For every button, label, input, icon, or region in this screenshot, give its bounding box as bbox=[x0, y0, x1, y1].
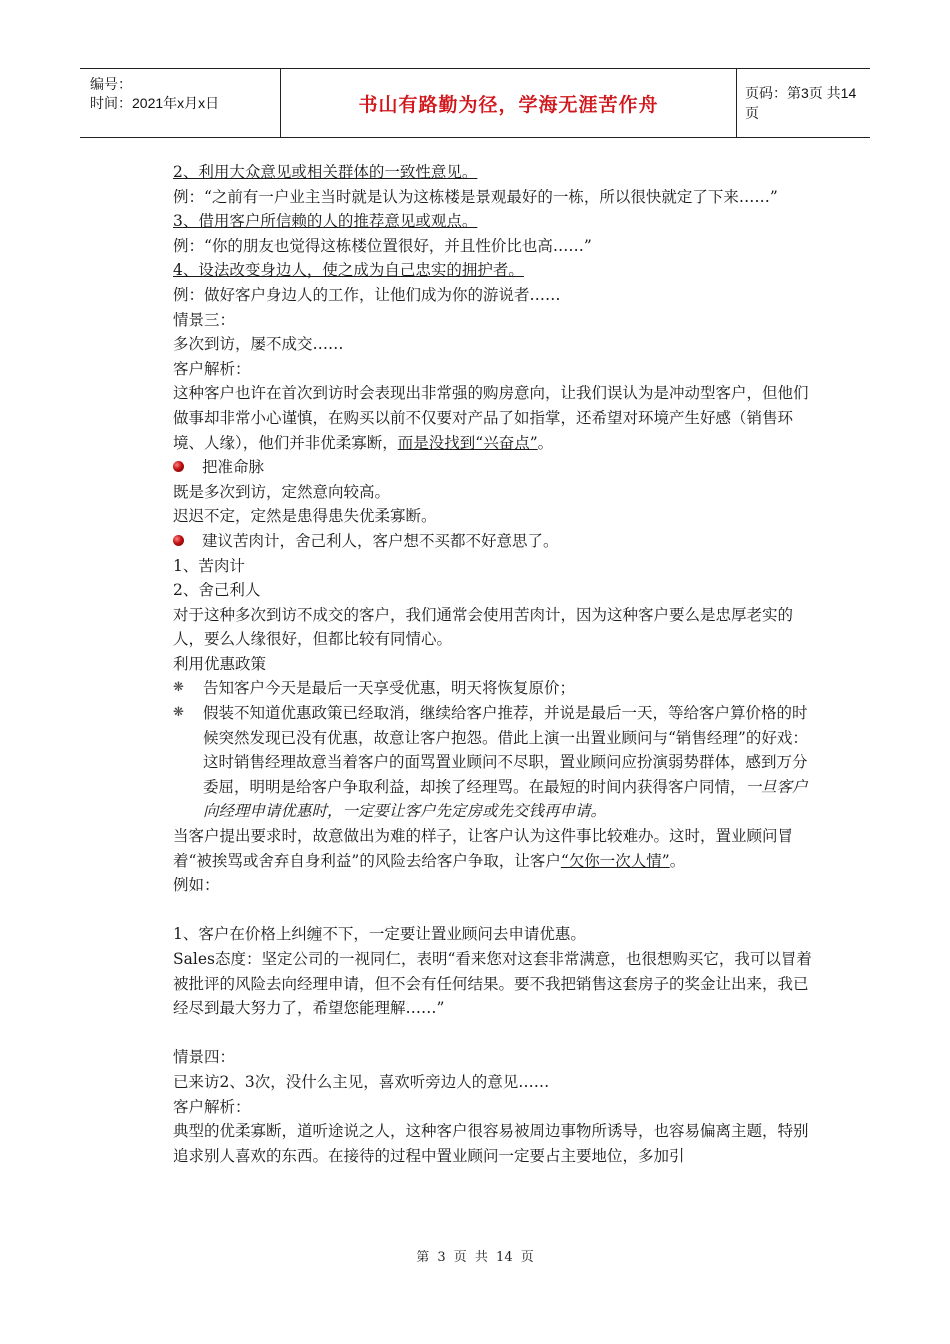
paragraph: Sales态度：坚定公司的一视同仁，表明“看来您对这套非常满意，也很想购买它，我可以冒着被批评的风险去向经理申请，但不会有任何结果。要不我把销售这套房子的奖金让出来，我已经尽到最大努力了，希望您能理解……” bbox=[173, 950, 812, 1018]
blank-line bbox=[173, 1021, 813, 1046]
paragraph-text: 这种客户也许在首次到访时会表现出非常强的购房意向，让我们误认为是冲动型客户，但他们做事却非常小心谨慎，在购买以前不仅要对产品了如指掌，还希望对环境产生好感（销售环境、人缘），他们并非优柔寡断， bbox=[173, 384, 809, 452]
bullet-item bbox=[173, 529, 813, 554]
star-bullet-icon: ❋ bbox=[173, 680, 184, 696]
section-heading: 情景三： bbox=[173, 310, 236, 329]
star-item bbox=[173, 701, 813, 824]
header-motto-cell bbox=[281, 69, 737, 137]
time-label: 时间：2021年x月x日 bbox=[90, 95, 220, 111]
star-item-text: 告知客户今天是最后一天享受优惠，明天将恢复原价； bbox=[203, 679, 576, 698]
text-line: 客户解析： bbox=[173, 1097, 251, 1116]
page-footer: 第 3 页 共 14 页 bbox=[416, 1250, 534, 1265]
text-line: 例：“你的朋友也觉得这栋楼位置很好，并且性价比也高……” bbox=[173, 236, 592, 255]
underlined-text: “欠你一次人情” bbox=[560, 851, 670, 870]
red-ball-bullet-icon bbox=[173, 461, 184, 472]
text-line: 利用优惠政策 bbox=[173, 654, 267, 673]
bullet-text: 建议苦肉计，舍己利人，客户想不买都不好意思了。 bbox=[202, 531, 559, 550]
header-table bbox=[80, 68, 870, 138]
text-line: 已来访2、3次，没什么主见，喜欢听旁边人的意见…… bbox=[173, 1072, 550, 1091]
text-line: 2、利用大众意见或相关群体的一致性意见。 bbox=[173, 163, 478, 181]
header-left-cell bbox=[80, 69, 281, 137]
underlined-text: 而是没找到“兴奋点” bbox=[397, 433, 538, 452]
star-item-text bbox=[203, 701, 813, 824]
text-line: 既是多次到访，定然意向较高。 bbox=[173, 482, 391, 501]
text-line: 例如： bbox=[173, 876, 220, 895]
star-item-text-part: 假装不知道优惠政策已经取消，继续给客户推荐，并说是最后一天，等给客户算价格的时候突然发现已没有优惠，故意让客户抱怨。借此上演一出置业顾问与“销售经理”的好戏：这时销售经理故意当着客户的面骂置业顾问不尽职，置业顾问应扮演弱势群体，感到万分委屈，明明是给客户争取利益，却挨了经理骂。在最短的时间内获得客户同情， bbox=[203, 704, 808, 796]
bullet-text: 把准命脉 bbox=[202, 458, 265, 477]
page-label: 页码：第3页 共14页 bbox=[745, 85, 857, 121]
number-label: 编号： bbox=[90, 76, 132, 92]
text-line: 迟迟不定，定然是患得患失优柔寡断。 bbox=[173, 507, 437, 526]
paragraph-text: 。 bbox=[537, 433, 554, 452]
text-line: 例：做好客户身边人的工作，让他们成为你的游说者…… bbox=[173, 285, 561, 304]
blank-line bbox=[173, 898, 813, 923]
document-body bbox=[173, 160, 813, 1168]
text-line: 3、借用客户所信赖的人的推荐意见或观点。 bbox=[173, 212, 478, 231]
section-heading: 情景四： bbox=[173, 1048, 236, 1067]
text-line: 多次到访，屡不成交…… bbox=[173, 335, 344, 354]
star-item bbox=[173, 676, 813, 701]
italic-text: 一旦客户向经理申请优惠时，一定要让客户先定房或先交钱再申请。 bbox=[203, 777, 808, 821]
paragraph: 典型的优柔寡断，道听途说之人，这种客户很容易被周边事物所诱导，也容易偏离主题，特别追求别人喜欢的东西。在接待的过程中置业顾问一定要占主要地位，多加引 bbox=[173, 1122, 809, 1165]
motto: 书山有路勤为径，学海无涯苦作舟 bbox=[358, 93, 659, 116]
paragraph-text: 当客户提出要求时，故意做出为难的样子，让客户认为这件事比较难办。这时，置业顾问冒着“被挨骂或舍弃自身利益”的风险去给客户争取，让客户 bbox=[173, 827, 794, 870]
bullet-item bbox=[173, 455, 813, 480]
paragraph bbox=[173, 824, 813, 873]
paragraph: 对于这种多次到访不成交的客户，我们通常会使用苦肉计，因为这种客户要么是忠厚老实的人，要么人缘很好，但都比较有同情心。 bbox=[173, 605, 794, 649]
paragraph-text: 。 bbox=[669, 851, 686, 870]
paragraph bbox=[173, 381, 813, 455]
star-bullet-icon: ❋ bbox=[173, 705, 184, 721]
red-ball-bullet-icon bbox=[173, 535, 184, 546]
text-line: 客户解析： bbox=[173, 359, 251, 378]
text-line: 1、客户在价格上纠缠不下，一定要让置业顾问去申请优惠。 bbox=[173, 925, 586, 944]
text-line: 1、苦肉计 bbox=[173, 556, 245, 575]
header-page-cell bbox=[737, 69, 870, 137]
text-line: 例：“之前有一户业主当时就是认为这栋楼是景观最好的一栋，所以很快就定了下来……” bbox=[173, 187, 778, 206]
text-line: 4、设法改变身边人，使之成为自己忠实的拥护者。 bbox=[173, 261, 524, 280]
text-line: 2、舍己利人 bbox=[173, 581, 261, 600]
